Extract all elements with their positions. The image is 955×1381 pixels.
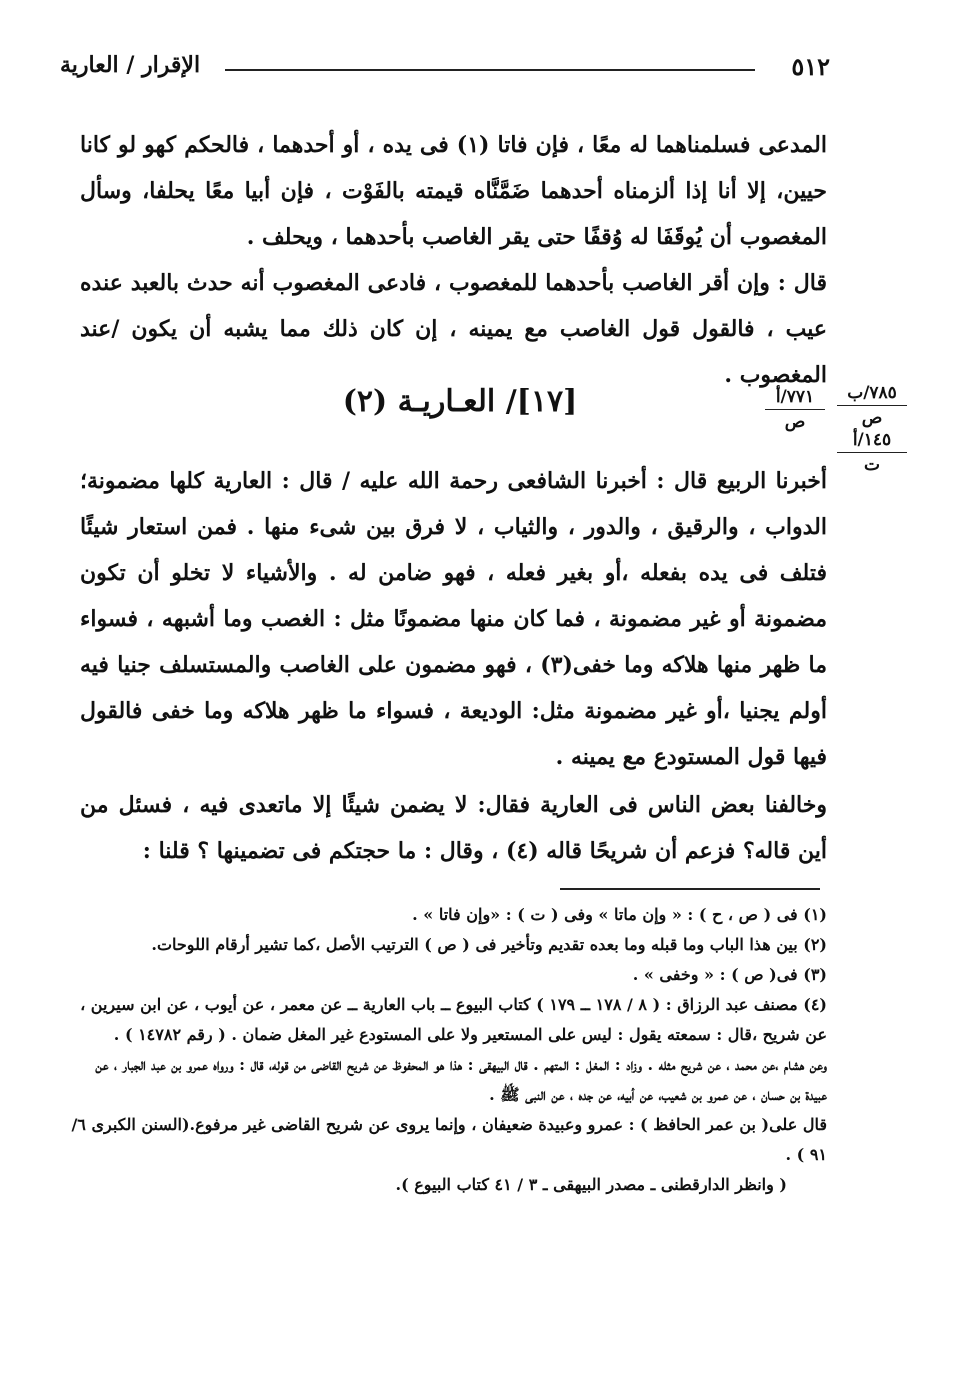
margin-ref-ms-siglum: ص xyxy=(861,408,883,428)
header-rule xyxy=(225,69,755,71)
paragraph-1: المدعى فسلمناهما له معًا ، فإن فاتا (١) فى يده ، أو أحدهما ، فالحكم كهو لو كانا حيين، إلا أنا إذا ألزمناه أحدهما ضَمَّنَّاه قيمته بالفَوْت ، فإن أبيا معًا يحلفا، وسأل المغصوب أن يُوقَفَا له وُقفًا حتى يقر الغاصب بأحدهما ، ويحلف . xyxy=(80,132,827,250)
footnote-1: (١) فى ( ص ، ح ) : « وإن ماتا » وفى ( ت ) : «وإن فاتا » . xyxy=(412,905,827,924)
section-heading: [١٧]/ العـاريـة (٢) xyxy=(342,384,578,419)
footnotes xyxy=(70,900,827,1200)
paragraph-3: أخبرنا الربيع قال : أخبرنا الشافعى رحمة الله عليه / قال : العارية كلها مضمونة؛ الدواب ، والرقيق ، والدور ، والثياب ، لا فرق بين شىء منها . فمن استعار شيئًا فتلف فى يده بفعله ،أو بغير فعله ، فهو ضامن له . والأشياء لا تخلو أن تكون مضمونة أو غير مضمونة ، فما كان منها مضمونًا مثل : الغصب وما أشبهه ، فسواء ما ظهر منها هلاكه وما خفى(٣) ، فهو مضمون على الغاصب والمستسلف جنيا فيه أولم يجنيا ،أو غير مضمونة مثل: الوديعة ، فسواء ما ظهر هلاكه وما خفى فالقول فيها قول المستودع مع يمينه . xyxy=(80,468,827,770)
margin-ref-inner-folio: ٧٧١/أ xyxy=(775,387,815,407)
margin-ref-right xyxy=(837,382,907,476)
margin-ref-inner-divider xyxy=(765,409,825,410)
footnote-4-continued-2: قال على( بن عمر الحافظ ) : عمرو وعبيدة ضعيفان ، وإنما يروى عن شريح القاضى غير مرفوع.(السنن الكبرى ٦/ ٩١ ) . xyxy=(71,1115,827,1164)
footnote-rule xyxy=(560,888,820,890)
paragraph-2-text: : وإن أقر الغاصب بأحدهما للمغصوب ، فادعى المغصوب أنه حدث بالعبد عنده عيب ، فالقول قول الغاصب مع يمينه ، إن كان ذلك مما يشبه أن يكون /عند المغصوب . xyxy=(80,270,827,388)
page-number: ٥١٢ xyxy=(791,52,830,81)
margin-ref-inner-siglum: ص xyxy=(784,412,806,432)
margin-ref-ms-siglum-2: ت xyxy=(863,455,880,475)
footnote-4-continued: وعن هشام ،عن محمد ، عن شريح مثله . وزاد : المغل : المتهم . قال البيهقى : هذا هو المحفوظ عن شريح القاضى من قوله، قال : ورواه عمرو بن عبد الجبار ، عن عبيدة بن حسان ، عن عمرو بن شعيب، عن أبيه، عن جده ، عن النبى ﷺ . xyxy=(95,1055,827,1104)
paragraph-lead-word: قال xyxy=(793,270,827,296)
page-header xyxy=(60,52,830,92)
paragraph-2 xyxy=(80,260,827,398)
paragraph-4: وخالفنا بعض الناس فى العارية فقال: لا يضمن شيئًا إلا ماتعدى فيه ، فسئل من أين قاله؟ فزعم أن شريحًا قاله (٤) ، وقال : ما حجتكم فى تضمينها ؟ قلنا : xyxy=(80,792,827,864)
margin-ref-folio-2: ١٤٥/أ xyxy=(852,430,892,450)
footnote-4: (٤) مصنف عبد الرزاق : ( ٨ / ١٧٨ ــ ١٧٩ ) كتاب البيوع ــ باب العارية ــ عن معمر ، عن أيوب ، عن ابن سيرين ، عن شريح ،قال : سمعته يقول : ليس على المستعير ولا على المستودع غير المغل ضمان . ( رقم ١٤٧٨٢ ) . xyxy=(80,995,827,1044)
running-title: الإقرار / العارية xyxy=(60,52,201,78)
margin-ref-inner xyxy=(765,386,825,433)
margin-ref-divider-2 xyxy=(837,452,907,453)
footnote-2: (٢) بين هذا الباب وما قبله وما بعده تقديم وتأخير فى ( ص ) الترتيب الأصل ،كما تشير أرقام اللوحات. xyxy=(151,935,827,954)
footnote-3: (٣) فى( ص ) : « وخفى » . xyxy=(632,965,827,984)
footnote-4-see-also: ( وانظر الدارقطنى ـ مصدر البيهقى ـ ٣ / ٤١ كتاب البيوع ). xyxy=(395,1175,787,1194)
margin-ref-divider xyxy=(837,405,907,406)
margin-ref-folio: ٧٨٥/ب xyxy=(847,383,897,403)
